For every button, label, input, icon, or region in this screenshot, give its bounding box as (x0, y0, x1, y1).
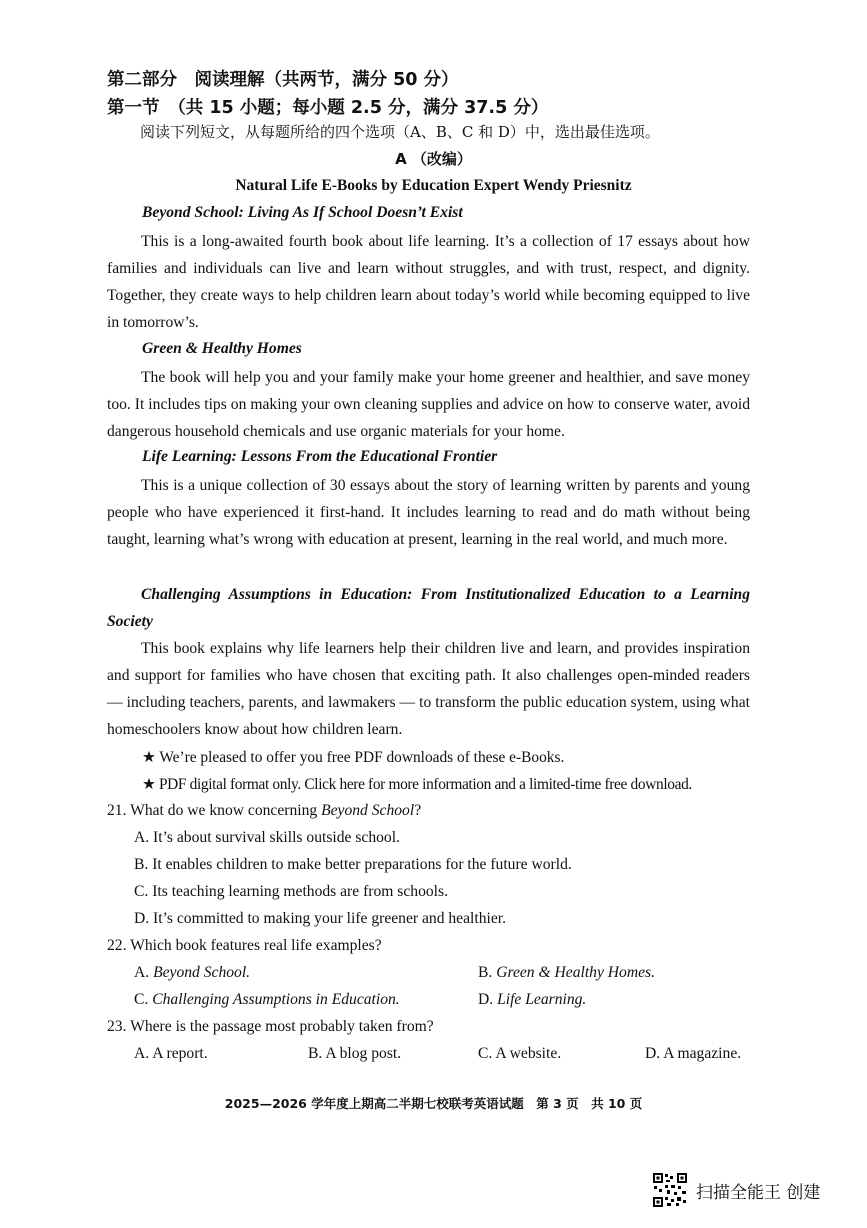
instruction: 阅读下列短文，从每题所给的四个选项（A、B、C 和 D）中，选出最佳选项。 (140, 123, 660, 141)
option-b: B. It enables children to make better preparations for the future world. (134, 856, 572, 873)
download-note: ★ PDF digital format only. Click here for more information and a limited-time free download. (142, 776, 692, 793)
book-description: The book will help you and your family make your home greener and healthier, and save money too. It includes tips on making your own cleaning supplies and advice on how to conserve water, avoid dangerous household chemicals and use organic materials for your home. (107, 369, 750, 440)
option-d: D. A magazine. (645, 1045, 742, 1062)
book-title: Beyond School: Living As If School Doesn’t Exist (142, 204, 463, 221)
question-22 (107, 937, 382, 955)
option-c: C. A website. (478, 1045, 562, 1062)
option-a: A. Beyond School. (134, 964, 251, 981)
question-number: 22. (107, 937, 127, 954)
book-description: This book explains why life learners help their children live and learn, and provides inspiration and support for families who have chosen that exciting path. It also challenges open-minded readers — including teachers, parents, and lawmakers — to transform the public education system, using what homeschoolers know about how children learn. (107, 640, 750, 738)
question-stem: What do we know concerning Beyond School? (130, 802, 422, 819)
passage-label: A （改编） (395, 150, 472, 168)
question-23 (107, 1018, 434, 1036)
question-number: 23. (107, 1018, 127, 1035)
question-stem: Which book features real life examples? (130, 937, 382, 954)
passage-title: Natural Life E-Books by Education Expert Wendy Priesnitz (235, 177, 632, 194)
page-footer: 2025—2026 学年度上期高二半期七校联考英语试题 第 3 页 共 10 页 (224, 1096, 643, 1111)
scanner-text: 扫描全能王 创建 (696, 1182, 821, 1203)
book-description: This is a long-awaited fourth book about life learning. It’s a collection of 17 essays about how families and individuals can live and learn without struggles, and with trust, respect, and dignity. Together, they create ways to help children learn about today’s world while becoming equipped to live in tomorrow’s. (107, 233, 750, 331)
option-c: C. Its teaching learning methods are from schools. (134, 883, 448, 900)
option-d: D. It’s committed to making your life greener and healthier. (134, 910, 506, 927)
option-a: A. It’s about survival skills outside school. (134, 829, 400, 846)
book-title: Life Learning: Lessons From the Educational Frontier (142, 448, 498, 465)
option-c: C. Challenging Assumptions in Education. (134, 991, 400, 1008)
qr-code-icon (652, 1172, 688, 1208)
option-b: B. Green & Healthy Homes. (478, 964, 656, 981)
question-stem: Where is the passage most probably taken from? (130, 1018, 434, 1035)
option-d: D. Life Learning. (478, 991, 587, 1008)
question-number: 21. (107, 802, 127, 819)
scanner-watermark (652, 1172, 820, 1208)
section-heading: 第一节 （共 15 小题；每小题 2.5 分，满分 37.5 分） (107, 98, 549, 118)
download-note: ★ We’re pleased to offer you free PDF downloads of these e-Books. (142, 749, 565, 766)
book-title: Green & Healthy Homes (142, 340, 302, 357)
question-21 (107, 802, 421, 820)
part-heading: 第二部分 阅读理解（共两节，满分 50 分） (107, 70, 459, 90)
book-title: Challenging Assumptions in Education: From Institutionalized Education to a Learning Society (107, 586, 750, 630)
book-description: This is a unique collection of 30 essays about the story of learning written by parents and young people who have experienced it first-hand. It includes learning to read and do math without being taught, learning what’s wrong with education at present, learning in the real world, and much more. (107, 477, 750, 548)
option-a: A. A report. (134, 1045, 208, 1062)
option-b: B. A blog post. (308, 1045, 402, 1062)
